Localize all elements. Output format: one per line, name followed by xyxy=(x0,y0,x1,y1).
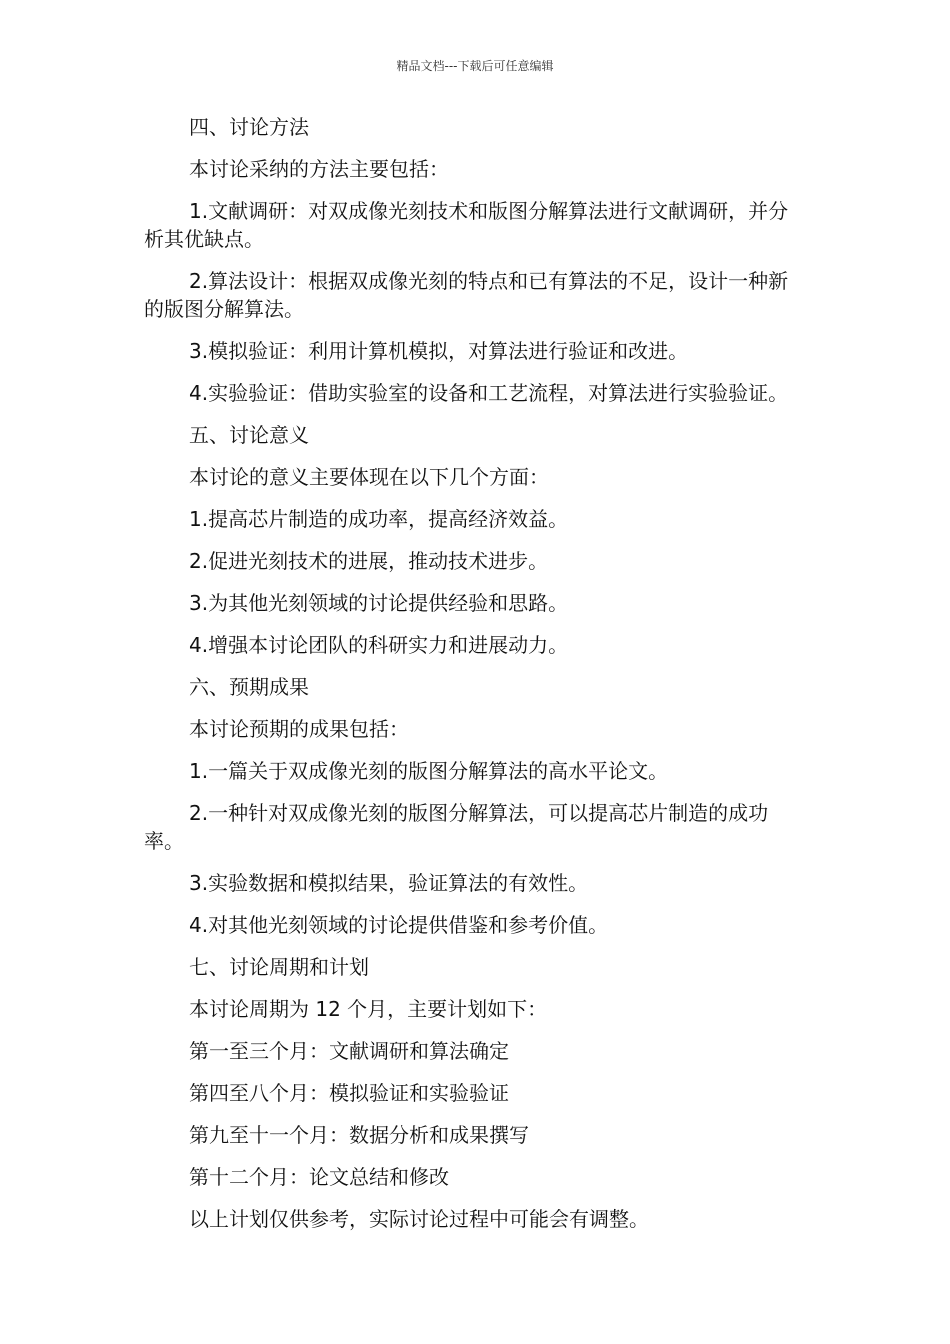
list-item: 3.为其他光刻领域的讨论提供经验和思路。 xyxy=(189,591,569,615)
list-item: 4.实验验证：借助实验室的设备和工艺流程，对算法进行实验验证。 xyxy=(189,381,789,405)
list-item: 1.文献调研：对双成像光刻技术和版图分解算法进行文献调研，并分析其优缺点。 xyxy=(144,199,789,251)
schedule-item: 第十二个月：论文总结和修改 xyxy=(189,1165,449,1189)
list-item: 3.实验数据和模拟结果，验证算法的有效性。 xyxy=(189,871,589,895)
section-heading-methods: 四、讨论方法 xyxy=(189,115,309,139)
section-heading-significance: 五、讨论意义 xyxy=(189,423,309,447)
section-heading-schedule: 七、讨论周期和计划 xyxy=(189,955,369,979)
paragraph: 本讨论预期的成果包括： xyxy=(189,717,409,741)
list-item: 2.算法设计：根据双成像光刻的特点和已有算法的不足，设计一种新的版图分解算法。 xyxy=(144,269,789,321)
schedule-item: 第四至八个月：模拟验证和实验验证 xyxy=(189,1081,509,1105)
list-item: 3.模拟验证：利用计算机模拟，对算法进行验证和改进。 xyxy=(189,339,689,363)
list-item: 2.促进光刻技术的进展，推动技术进步。 xyxy=(189,549,549,573)
paragraph: 本讨论周期为 12 个月，主要计划如下： xyxy=(189,997,548,1021)
document-body xyxy=(144,113,806,1247)
paragraph: 本讨论采纳的方法主要包括： xyxy=(189,157,449,181)
section-heading-results: 六、预期成果 xyxy=(189,675,309,699)
page-header: 精品文档---下载后可任意编辑 xyxy=(396,59,554,73)
list-item: 2.一种针对双成像光刻的版图分解算法，可以提高芯片制造的成功率。 xyxy=(144,801,769,853)
list-item: 1.提高芯片制造的成功率，提高经济效益。 xyxy=(189,507,569,531)
list-item: 4.增强本讨论团队的科研实力和进展动力。 xyxy=(189,633,569,657)
list-item: 4.对其他光刻领域的讨论提供借鉴和参考价值。 xyxy=(189,913,609,937)
list-item: 1.一篇关于双成像光刻的版图分解算法的高水平论文。 xyxy=(189,759,669,783)
schedule-item: 第九至十一个月：数据分析和成果撰写 xyxy=(189,1123,529,1147)
schedule-item: 第一至三个月：文献调研和算法确定 xyxy=(189,1039,509,1063)
paragraph: 以上计划仅供参考，实际讨论过程中可能会有调整。 xyxy=(189,1207,649,1231)
paragraph: 本讨论的意义主要体现在以下几个方面： xyxy=(189,465,549,489)
